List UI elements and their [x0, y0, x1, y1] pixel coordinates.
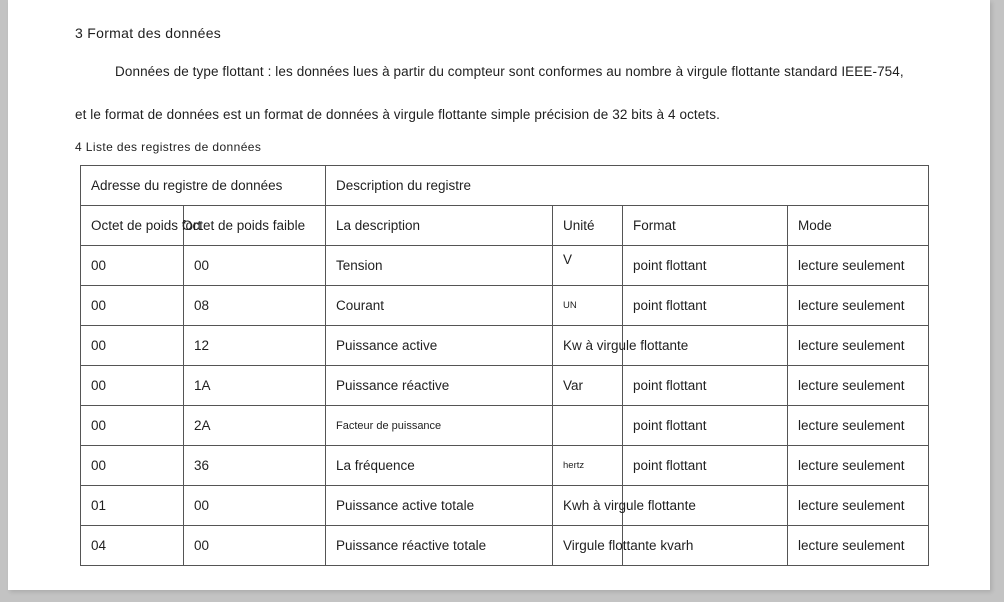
cell-format [623, 446, 788, 486]
cell-hi [81, 446, 184, 486]
hi-text: 00 [91, 378, 107, 393]
format-text: point flottant [633, 258, 707, 273]
cell-unite [553, 446, 623, 486]
cell-description [326, 526, 553, 566]
cell-description [326, 406, 553, 446]
cell-hi [81, 326, 184, 366]
header-address [81, 166, 326, 206]
format-text: point flottant [633, 458, 707, 473]
cell-lo [184, 406, 326, 446]
lo-text: 36 [194, 458, 210, 473]
unite-text: V [563, 252, 573, 267]
hi-text: 00 [91, 298, 107, 313]
description-text: Facteur de puissance [336, 419, 442, 432]
description-text: Courant [336, 298, 385, 313]
header-address-text: Adresse du registre de données [91, 178, 283, 193]
table-header-row-1 [81, 166, 929, 206]
document-page [8, 0, 990, 590]
cell-lo [184, 286, 326, 326]
cell-lo [184, 446, 326, 486]
hi-text: 00 [91, 418, 107, 433]
cell-hi [81, 406, 184, 446]
header-lo-byte-text: Octet de poids faible [182, 218, 306, 233]
register-row [81, 326, 929, 366]
lo-text: 12 [194, 338, 210, 353]
hi-text: 04 [91, 538, 107, 553]
cell-description [326, 486, 553, 526]
description-text: Puissance réactive totale [336, 538, 487, 553]
unite-text: UN [563, 300, 577, 311]
description-text: Puissance active [336, 338, 438, 353]
mode-text: lecture seulement [798, 338, 905, 353]
cell-unite [553, 246, 623, 286]
register-row [81, 406, 929, 446]
section-heading-format: 3 Format des données [75, 25, 222, 41]
cell-lo [184, 486, 326, 526]
register-row [81, 486, 929, 526]
header-format-text: Format [633, 218, 676, 233]
header-lo-byte [184, 206, 326, 246]
cell-mode [788, 446, 929, 486]
cell-hi [81, 486, 184, 526]
header-la-description-text: La description [336, 218, 421, 233]
lo-text: 2A [194, 418, 211, 433]
lo-text: 1A [194, 378, 211, 393]
cell-lo [184, 326, 326, 366]
register-row [81, 286, 929, 326]
mode-text: lecture seulement [798, 498, 905, 513]
cell-mode [788, 486, 929, 526]
unite-text: Kw à virgule flottante [563, 338, 689, 353]
hi-text: 01 [91, 498, 107, 513]
cell-format [623, 366, 788, 406]
lo-text: 00 [194, 258, 210, 273]
cell-unite [553, 526, 694, 566]
section-heading-registers: 4 Liste des registres de données [75, 140, 262, 154]
mode-text: lecture seulement [798, 538, 905, 553]
cell-description [326, 246, 553, 286]
register-row [81, 526, 929, 566]
cell-mode [788, 406, 929, 446]
cell-description [326, 326, 553, 366]
lo-text: 08 [194, 298, 210, 313]
cell-unite [553, 366, 623, 406]
unite-text: Virgule flottante kvarh [563, 538, 694, 553]
header-format [623, 206, 788, 246]
cell-hi [81, 286, 184, 326]
header-la-description [326, 206, 553, 246]
cell-unite [553, 486, 696, 526]
header-mode [788, 206, 929, 246]
description-text: Tension [336, 258, 383, 273]
cell-hi [81, 526, 184, 566]
cell-mode [788, 526, 929, 566]
cell-hi [81, 246, 184, 286]
paragraph-line-2: et le format de données est un format de données à virgule flottante simple précision de 32 bits à 4 octets. [75, 107, 720, 122]
cell-lo [184, 526, 326, 566]
cell-unite [553, 326, 689, 366]
cell-format [623, 406, 788, 446]
mode-text: lecture seulement [798, 378, 905, 393]
register-row [81, 366, 929, 406]
header-hi-byte [81, 206, 202, 246]
header-description [326, 166, 929, 206]
cell-description [326, 446, 553, 486]
paragraph-line-1: Données de type flottant : les données lues à partir du compteur sont conformes au nombre à virgule flottante standard IEEE-754, [115, 64, 904, 79]
hi-text: 00 [91, 458, 107, 473]
unite-text: Kwh à virgule flottante [563, 498, 696, 513]
mode-text: lecture seulement [798, 418, 905, 433]
hi-text: 00 [91, 258, 107, 273]
format-text: point flottant [633, 378, 707, 393]
header-mode-text: Mode [798, 218, 832, 233]
cell-unite [553, 286, 623, 326]
cell-hi [81, 366, 184, 406]
cell-lo [184, 246, 326, 286]
hi-text: 00 [91, 338, 107, 353]
cell-unite [553, 406, 623, 446]
header-unite-text: Unité [563, 218, 595, 233]
cell-description [326, 366, 553, 406]
cell-format [623, 286, 788, 326]
cell-description [326, 286, 553, 326]
mode-text: lecture seulement [798, 298, 905, 313]
description-text: Puissance réactive [336, 378, 450, 393]
register-table-body [81, 166, 929, 566]
register-row [81, 246, 929, 286]
cell-format [623, 246, 788, 286]
unite-text: Var [563, 378, 584, 393]
mode-text: lecture seulement [798, 258, 905, 273]
header-unite [553, 206, 623, 246]
cell-mode [788, 326, 929, 366]
register-row [81, 446, 929, 486]
unite-text: hertz [563, 460, 585, 471]
lo-text: 00 [194, 538, 210, 553]
header-hi-byte-text: Octet de poids fort [91, 218, 202, 233]
cell-mode [788, 246, 929, 286]
description-text: Puissance active totale [336, 498, 475, 513]
lo-text: 00 [194, 498, 210, 513]
registers-table [80, 165, 929, 566]
format-text: point flottant [633, 298, 707, 313]
header-description-text: Description du registre [336, 178, 472, 193]
format-text: point flottant [633, 418, 707, 433]
cell-lo [184, 366, 326, 406]
cell-mode [788, 286, 929, 326]
description-text: La fréquence [336, 458, 415, 473]
table-header-row-2 [81, 206, 929, 246]
mode-text: lecture seulement [798, 458, 905, 473]
cell-mode [788, 366, 929, 406]
